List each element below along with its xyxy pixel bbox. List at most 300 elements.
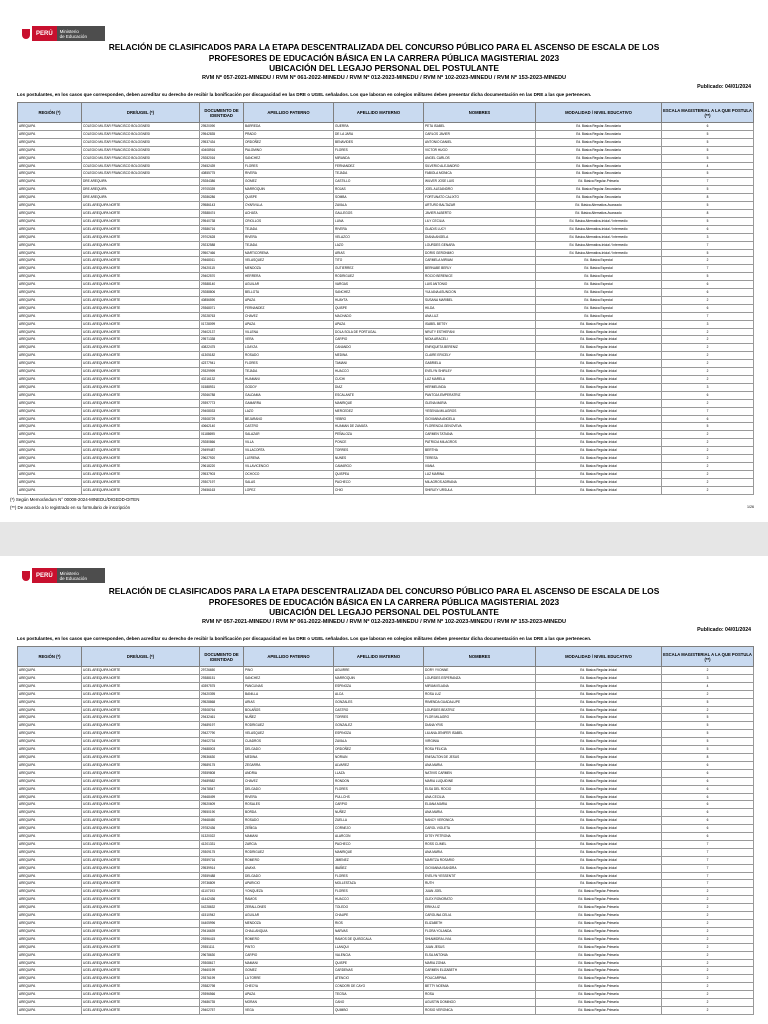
cell-escala: 2	[662, 943, 754, 951]
cell-modalidad: Ed. Básica Regular-Secundaria	[536, 138, 662, 146]
cell-modalidad: Ed. Básica Regular-Inicial	[536, 399, 662, 407]
cell-modalidad: Ed. Básica Regular-Primaria	[536, 888, 662, 896]
cell-documento: 41107193	[200, 888, 244, 896]
page-separator	[0, 522, 768, 556]
table-row	[18, 682, 754, 690]
cell-modalidad: Ed. Básica Regular-Inicial	[536, 439, 662, 447]
cell-modalidad: Ed. Básica Regular-Primaria	[536, 951, 662, 959]
cell-escala: 2	[662, 296, 754, 304]
cell-nombres: RIMENDA GUADALUPE	[424, 698, 536, 706]
cell-region: AREQUIPA	[18, 730, 82, 738]
cell-modalidad: Ed. Básica Regular-Inicial	[536, 486, 662, 494]
cell-escala: 2	[662, 706, 754, 714]
col-header-nombres: NOMBRES	[424, 647, 536, 667]
cell-apellido-paterno: PANCLINAS	[244, 682, 334, 690]
cell-nombres: ELIANA MARIA	[424, 801, 536, 809]
cell-documento: 29368071	[200, 304, 244, 312]
cell-dre-ugel: UGEL AREQUIPA NORTE	[82, 690, 200, 698]
cell-modalidad: Ed. Básica Alternativa-Inicial / Intermedio	[536, 249, 662, 257]
cell-documento: 29420395	[200, 690, 244, 698]
table-row	[18, 194, 754, 202]
cell-documento: 40856590	[200, 296, 244, 304]
cell-modalidad: Ed. Básica Regular-Inicial	[536, 864, 662, 872]
table-row	[18, 368, 754, 376]
cell-region: AREQUIPA	[18, 415, 82, 423]
cell-dre-ugel: UGEL AREQUIPA NORTE	[82, 801, 200, 809]
cell-nombres: ANGEL CARLOS	[424, 154, 536, 162]
cell-dre-ugel: UGEL AREQUIPA NORTE	[82, 383, 200, 391]
cell-apellido-paterno: CHAVEZ	[244, 777, 334, 785]
cell-nombres: ROSA FELICIA	[424, 746, 536, 754]
table-row	[18, 399, 754, 407]
cell-nombres: ANA CECILIA	[424, 793, 536, 801]
col-header-apellido-paterno: APELLIDO PATERNO	[244, 647, 334, 667]
cell-escala: 6	[662, 281, 754, 289]
cell-apellido-paterno: CARPIO	[244, 951, 334, 959]
table-row	[18, 864, 754, 872]
cell-escala: 3	[662, 674, 754, 682]
cell-documento: 29416639	[200, 927, 244, 935]
cell-escala: 6	[662, 289, 754, 297]
cell-documento: 40855775	[200, 170, 244, 178]
col-header-modalidad: MODALIDAD / NIVEL EDUCATIVO	[536, 647, 662, 667]
cell-modalidad: Ed. Básica Regular-Secundaria	[536, 162, 662, 170]
cell-modalidad: Ed. Básica Regular-Inicial	[536, 478, 662, 486]
cell-region: AREQUIPA	[18, 896, 82, 904]
cell-apellido-materno: BENAVIDES	[334, 138, 424, 146]
cell-region: AREQUIPA	[18, 209, 82, 217]
cell-documento: 29489197	[200, 722, 244, 730]
cell-escala: 2	[662, 927, 754, 935]
cell-modalidad: Ed. Básica Regular-Inicial	[536, 328, 662, 336]
cell-region: AREQUIPA	[18, 186, 82, 194]
cell-modalidad: Ed. Básica Regular-Primaria	[536, 896, 662, 904]
cell-dre-ugel: COLEGIO MILITAR FRANCISCO BOLOGNESI	[82, 130, 200, 138]
cell-documento: 29499487	[200, 447, 244, 455]
cell-dre-ugel: UGEL AREQUIPA NORTE	[82, 753, 200, 761]
cell-nombres: CARLOS JAVIER	[424, 130, 536, 138]
table-row	[18, 312, 754, 320]
cell-apellido-paterno: GOMEZ	[244, 967, 334, 975]
cell-region: AREQUIPA	[18, 478, 82, 486]
cell-documento: 29388474	[200, 209, 244, 217]
cell-apellido-materno: PONCE	[334, 439, 424, 447]
cell-modalidad: Ed. Básica Regular-Secundaria	[536, 154, 662, 162]
cell-documento: 29571338	[200, 336, 244, 344]
cell-modalidad: Ed. Básica Regular-Primaria	[536, 927, 662, 935]
cell-apellido-materno: ALVAREZ	[334, 761, 424, 769]
cell-dre-ugel: UGEL AREQUIPA NORTE	[82, 975, 200, 983]
cell-modalidad: Ed. Básica Regular-Primaria	[536, 983, 662, 991]
cell-apellido-paterno: APAZA	[244, 320, 334, 328]
cell-documento: 29420115	[200, 265, 244, 273]
cell-nombres: AGUSTIN DOMINGO	[424, 999, 536, 1007]
cell-apellido-materno: APAZA	[334, 320, 424, 328]
cell-modalidad: Ed. Básica Regular-Inicial	[536, 431, 662, 439]
cell-region: AREQUIPA	[18, 904, 82, 912]
cell-escala: 6	[662, 793, 754, 801]
table-row	[18, 1006, 754, 1014]
cell-apellido-paterno: APAZA	[244, 991, 334, 999]
cell-modalidad: Ed. Básica Regular-Inicial	[536, 455, 662, 463]
cell-nombres: ANA MARIA	[424, 761, 536, 769]
cell-documento: 29539914	[200, 864, 244, 872]
cell-escala: 2	[662, 455, 754, 463]
cell-dre-ugel: UGEL AREQUIPA NORTE	[82, 714, 200, 722]
cell-region: AREQUIPA	[18, 817, 82, 825]
cell-escala: 2	[662, 920, 754, 928]
cell-dre-ugel: UGEL AREQUIPA NORTE	[82, 202, 200, 210]
cell-region: AREQUIPA	[18, 138, 82, 146]
table-row	[18, 486, 754, 494]
cell-escala: 2	[662, 667, 754, 675]
cell-region: AREQUIPA	[18, 257, 82, 265]
cell-modalidad: Ed. Básica Regular-Inicial	[536, 383, 662, 391]
cell-nombres: LILIANA JENIFER ISABEL	[424, 730, 536, 738]
cell-dre-ugel: UGEL AREQUIPA NORTE	[82, 328, 200, 336]
cell-region: AREQUIPA	[18, 769, 82, 777]
cell-dre-ugel: UGEL AREQUIPA NORTE	[82, 399, 200, 407]
cell-modalidad: Ed. Básica Regular-Inicial	[536, 407, 662, 415]
cell-apellido-paterno: BELLOTA	[244, 289, 334, 297]
cell-apellido-materno: TOLEDO	[334, 904, 424, 912]
table-row	[18, 935, 754, 943]
cell-apellido-paterno: RODRIGUEZ	[244, 848, 334, 856]
cell-region: AREQUIPA	[18, 959, 82, 967]
cell-modalidad: Ed. Básica Regular-Secundaria	[536, 186, 662, 194]
table-row	[18, 391, 754, 399]
cell-escala: 2	[662, 967, 754, 975]
cell-dre-ugel: UGEL AREQUIPA NORTE	[82, 935, 200, 943]
table-row	[18, 257, 754, 265]
cell-dre-ugel: DRE AREQUIPA	[82, 186, 200, 194]
cell-documento: 29537434	[200, 138, 244, 146]
cell-nombres: SUSANA MARIBEL	[424, 296, 536, 304]
table-row	[18, 415, 754, 423]
cell-documento: 29351111	[200, 943, 244, 951]
cell-documento: 29456163	[200, 486, 244, 494]
cell-nombres: DIANA ANGELA	[424, 233, 536, 241]
cell-dre-ugel: COLEGIO MILITAR FRANCISCO BOLOGNESI	[82, 162, 200, 170]
cell-escala: 2	[662, 352, 754, 360]
cell-nombres: ELIZABETH	[424, 920, 536, 928]
table-row	[18, 455, 754, 463]
cell-apellido-paterno: ZEGARRA	[244, 761, 334, 769]
table-row	[18, 999, 754, 1007]
cell-nombres: BERNABE BERLY	[424, 265, 536, 273]
cell-apellido-paterno: GODOY	[244, 383, 334, 391]
table-row	[18, 738, 754, 746]
cell-nombres: LOURDES BEATRIZ	[424, 706, 536, 714]
cell-dre-ugel: UGEL AREQUIPA NORTE	[82, 462, 200, 470]
cell-dre-ugel: COLEGIO MILITAR FRANCISCO BOLOGNESI	[82, 146, 200, 154]
cell-modalidad: Ed. Básica Regular-Inicial	[536, 462, 662, 470]
cell-apellido-materno: ATENCIO	[334, 975, 424, 983]
cell-escala: 5	[662, 423, 754, 431]
cell-documento: 29586143	[200, 202, 244, 210]
cell-region: AREQUIPA	[18, 123, 82, 131]
cell-nombres: ELSA DEL ROCIO	[424, 785, 536, 793]
cell-apellido-paterno: ROSADO	[244, 817, 334, 825]
cell-modalidad: Ed. Básica Especial	[536, 265, 662, 273]
cell-apellido-materno: HUACCO	[334, 368, 424, 376]
cell-dre-ugel: UGEL AREQUIPA NORTE	[82, 233, 200, 241]
cell-escala: 7	[662, 407, 754, 415]
cell-documento: 04228632	[200, 904, 244, 912]
cell-region: AREQUIPA	[18, 249, 82, 257]
table-row	[18, 951, 754, 959]
cell-apellido-materno: ZAVALA	[334, 202, 424, 210]
cell-apellido-paterno: OCHOCO	[244, 470, 334, 478]
cell-documento: 29288806	[200, 289, 244, 297]
cell-nombres: MARIA ZONIA	[424, 959, 536, 967]
cell-region: AREQUIPA	[18, 880, 82, 888]
cell-dre-ugel: UGEL AREQUIPA NORTE	[82, 470, 200, 478]
cell-documento: 29308764	[200, 706, 244, 714]
cell-escala: 6	[662, 809, 754, 817]
cell-dre-ugel: UGEL AREQUIPA NORTE	[82, 423, 200, 431]
cell-escala: 6	[662, 761, 754, 769]
cell-escala: 7	[662, 178, 754, 186]
table-row	[18, 912, 754, 920]
cell-documento: 29282016	[200, 154, 244, 162]
cell-nombres: HILDA	[424, 304, 536, 312]
cell-nombres: PETA ISABEL	[424, 123, 536, 131]
cell-documento: 29486735	[200, 999, 244, 1007]
cell-escala: 6	[662, 825, 754, 833]
cell-escala: 6	[662, 415, 754, 423]
cell-escala: 5	[662, 202, 754, 210]
table-row	[18, 447, 754, 455]
cell-apellido-materno: FLORES	[334, 888, 424, 896]
cell-apellido-paterno: VERA	[244, 336, 334, 344]
cell-modalidad: Ed. Básica Regular-Inicial	[536, 376, 662, 384]
cell-escala: 6	[662, 785, 754, 793]
cell-apellido-materno: TORRES	[334, 447, 424, 455]
cell-modalidad: Ed. Básica Regular-Inicial	[536, 674, 662, 682]
cell-escala: 2	[662, 935, 754, 943]
cell-region: AREQUIPA	[18, 178, 82, 186]
cell-nombres: NIDIA ARACELI	[424, 336, 536, 344]
footnote-1: (*) Según Memorándum N° 00008-2024-MINEDU/DIGEDD-DITEN	[10, 497, 140, 502]
cell-modalidad: Ed. Básica Regular-Inicial	[536, 706, 662, 714]
cell-apellido-materno: SANCHEZ	[334, 289, 424, 297]
cell-nombres: ENISALTON DE JESUS	[424, 753, 536, 761]
table-row	[18, 991, 754, 999]
cell-apellido-materno: SOMBA	[334, 194, 424, 202]
cell-apellido-materno: TORRES	[334, 714, 424, 722]
cell-region: AREQUIPA	[18, 856, 82, 864]
table-row	[18, 706, 754, 714]
cell-modalidad: Ed. Básica Regular-Secundaria	[536, 146, 662, 154]
cell-documento: 29489582	[200, 777, 244, 785]
cell-escala: 6	[662, 817, 754, 825]
cell-dre-ugel: UGEL AREQUIPA NORTE	[82, 257, 200, 265]
cell-region: AREQUIPA	[18, 399, 82, 407]
cell-apellido-materno: PACHECO	[334, 840, 424, 848]
cell-region: AREQUIPA	[18, 296, 82, 304]
table-header	[18, 647, 754, 667]
cell-apellido-materno: NARVAS	[334, 927, 424, 935]
cell-escala: 8	[662, 209, 754, 217]
cell-modalidad: Ed. Básica Regular-Inicial	[536, 415, 662, 423]
cell-documento: 29478547	[200, 785, 244, 793]
cell-region: AREQUIPA	[18, 336, 82, 344]
cell-region: AREQUIPA	[18, 667, 82, 675]
cell-apellido-materno: MACHADO	[334, 312, 424, 320]
cell-apellido-materno: CHIO	[334, 486, 424, 494]
title-line-1: RELACIÓN DE CLASIFICADOS PARA LA ETAPA DESCENTRALIZADA DEL CONCURSO PÚBLICO PARA EL ASCENSO DE ESCALA DE LOS	[108, 586, 660, 596]
table-row	[18, 423, 754, 431]
cell-dre-ugel: UGEL AREQUIPA NORTE	[82, 1006, 200, 1014]
table-row	[18, 959, 754, 967]
cell-apellido-paterno: AGUILAR	[244, 281, 334, 289]
cell-dre-ugel: UGEL AREQUIPA NORTE	[82, 785, 200, 793]
cell-apellido-paterno: CHALLANQUIA	[244, 927, 334, 935]
cell-modalidad: Ed. Básica Regular-Inicial	[536, 848, 662, 856]
cell-region: AREQUIPA	[18, 162, 82, 170]
cell-region: AREQUIPA	[18, 722, 82, 730]
cell-apellido-paterno: DELGADO	[244, 872, 334, 880]
cell-region: AREQUIPA	[18, 447, 82, 455]
cell-escala: 5	[662, 746, 754, 754]
cell-apellido-paterno: RIVERA	[244, 233, 334, 241]
cell-escala: 2	[662, 399, 754, 407]
cell-nombres: GIOVANNA ISANDRA	[424, 864, 536, 872]
logo-country: PERÚ	[32, 26, 57, 41]
table-row	[18, 336, 754, 344]
table-row	[18, 281, 754, 289]
cell-documento: 29460199	[200, 967, 244, 975]
cell-apellido-materno: GUERRA	[334, 123, 424, 131]
cell-apellido-paterno: ORDOÑEZ	[244, 138, 334, 146]
cell-region: AREQUIPA	[18, 320, 82, 328]
cell-dre-ugel: UGEL AREQUIPA NORTE	[82, 674, 200, 682]
cell-modalidad: Ed. Básica Regular-Inicial	[536, 698, 662, 706]
cell-escala: 2	[662, 376, 754, 384]
cell-apellido-materno: ESPINOZA	[334, 730, 424, 738]
cell-apellido-materno: FLORES	[334, 872, 424, 880]
cell-apellido-materno: GUTIERREZ	[334, 265, 424, 273]
col-header-dre-ugel: DRE/UGEL (*)	[82, 647, 200, 667]
cell-apellido-paterno: PALOMINO	[244, 146, 334, 154]
cell-apellido-materno: FLORES	[334, 146, 424, 154]
cell-apellido-paterno: APARICIO	[244, 880, 334, 888]
cell-region: AREQUIPA	[18, 809, 82, 817]
table-row	[18, 896, 754, 904]
cell-dre-ugel: UGEL AREQUIPA NORTE	[82, 722, 200, 730]
intro-note: Los postulantes, en los casos que corresponden, deben acreditar su derecho de recibir la bonificación por discapacidad en las DRE o UGEL señalados. Los que laboran en colegios militares deben presentar dicha documentación en las DRE a las que pertenecen.	[17, 92, 592, 97]
cell-apellido-paterno: MEDINA	[244, 753, 334, 761]
cell-nombres: WILVER JOSE LUIS	[424, 178, 536, 186]
cell-dre-ugel: UGEL AREQUIPA NORTE	[82, 241, 200, 249]
cell-apellido-materno: PULLCHS	[334, 793, 424, 801]
cell-apellido-paterno: SALAZAR	[244, 431, 334, 439]
cell-escala: 2	[662, 1006, 754, 1014]
cell-modalidad: Ed. Básica Especial	[536, 273, 662, 281]
cell-apellido-materno: ALCA	[334, 690, 424, 698]
cell-apellido-paterno: ZARCIA	[244, 840, 334, 848]
cell-apellido-paterno: CUADROS	[244, 738, 334, 746]
cell-dre-ugel: UGEL AREQUIPA NORTE	[82, 225, 200, 233]
cell-escala: 6	[662, 777, 754, 785]
cell-apellido-paterno: PINO	[244, 667, 334, 675]
cell-apellido-paterno: VILLA	[244, 439, 334, 447]
cell-modalidad: Ed. Básica Regular-Inicial	[536, 801, 662, 809]
cell-documento: 29468499	[200, 793, 244, 801]
cell-apellido-paterno: ROSADO	[244, 352, 334, 360]
cell-nombres: EVELYN YESSENTIT	[424, 872, 536, 880]
cell-dre-ugel: UGEL AREQUIPA NORTE	[82, 304, 200, 312]
cell-nombres: LOURDES GENARA	[424, 241, 536, 249]
cell-dre-ugel: UGEL AREQUIPA NORTE	[82, 217, 200, 225]
cell-documento: 40822475	[200, 344, 244, 352]
cell-apellido-paterno: SANCHEZ	[244, 674, 334, 682]
cell-apellido-materno: HUAYTA	[334, 296, 424, 304]
cell-nombres: DORY YVONNE	[424, 667, 536, 675]
cell-nombres: DIANA YRIS	[424, 722, 536, 730]
cell-region: AREQUIPA	[18, 825, 82, 833]
cell-modalidad: Ed. Básica Especial	[536, 281, 662, 289]
cell-apellido-paterno: FLORES	[244, 162, 334, 170]
cell-apellido-paterno: ARIAS	[244, 698, 334, 706]
cell-dre-ugel: UGEL AREQUIPA NORTE	[82, 872, 200, 880]
table-row	[18, 848, 754, 856]
cell-escala: 5	[662, 249, 754, 257]
cell-dre-ugel: UGEL AREQUIPA NORTE	[82, 368, 200, 376]
cell-nombres: CARMEN TATIANA	[424, 431, 536, 439]
cell-apellido-paterno: CASTRO	[244, 423, 334, 431]
footnotes	[10, 496, 139, 512]
cell-apellido-paterno: BOLAÑOS	[244, 706, 334, 714]
cell-dre-ugel: UGEL AREQUIPA NORTE	[82, 730, 200, 738]
cell-dre-ugel: UGEL AREQUIPA NORTE	[82, 927, 200, 935]
table-row	[18, 793, 754, 801]
cell-escala: 2	[662, 959, 754, 967]
cell-nombres: ROSA LUZ	[424, 690, 536, 698]
cell-region: AREQUIPA	[18, 935, 82, 943]
cell-escala: 7	[662, 856, 754, 864]
table-row	[18, 225, 754, 233]
cell-region: AREQUIPA	[18, 312, 82, 320]
cell-modalidad: Ed. Básica Regular-Inicial	[536, 352, 662, 360]
cell-region: AREQUIPA	[18, 1006, 82, 1014]
cell-modalidad: Ed. Básica Regular-Inicial	[536, 447, 662, 455]
cell-apellido-materno: ORDOÑEZ	[334, 746, 424, 754]
cell-apellido-materno: MERCEDEZ	[334, 407, 424, 415]
cell-apellido-materno: LUNA	[334, 217, 424, 225]
table-row	[18, 186, 754, 194]
cell-apellido-paterno: ZERALLONES	[244, 904, 334, 912]
cell-apellido-materno: QUISPE	[334, 959, 424, 967]
cell-dre-ugel: UGEL AREQUIPA NORTE	[82, 455, 200, 463]
cell-modalidad: Ed. Básica Regular-Inicial	[536, 344, 662, 352]
cell-region: AREQUIPA	[18, 486, 82, 494]
cell-dre-ugel: UGEL AREQUIPA NORTE	[82, 391, 200, 399]
table-row	[18, 927, 754, 935]
table-row	[18, 698, 754, 706]
cell-documento: 41305182	[200, 352, 244, 360]
cell-region: AREQUIPA	[18, 714, 82, 722]
table-row	[18, 478, 754, 486]
cell-dre-ugel: UGEL AREQUIPA NORTE	[82, 904, 200, 912]
cell-dre-ugel: UGEL AREQUIPA NORTE	[82, 999, 200, 1007]
cell-nombres: EVELYN SHIRLEY	[424, 368, 536, 376]
cell-escala: 7	[662, 848, 754, 856]
cell-modalidad: Ed. Básica Regular-Inicial	[536, 753, 662, 761]
cell-apellido-paterno: BORDA	[244, 809, 334, 817]
cell-escala: 8	[662, 194, 754, 202]
